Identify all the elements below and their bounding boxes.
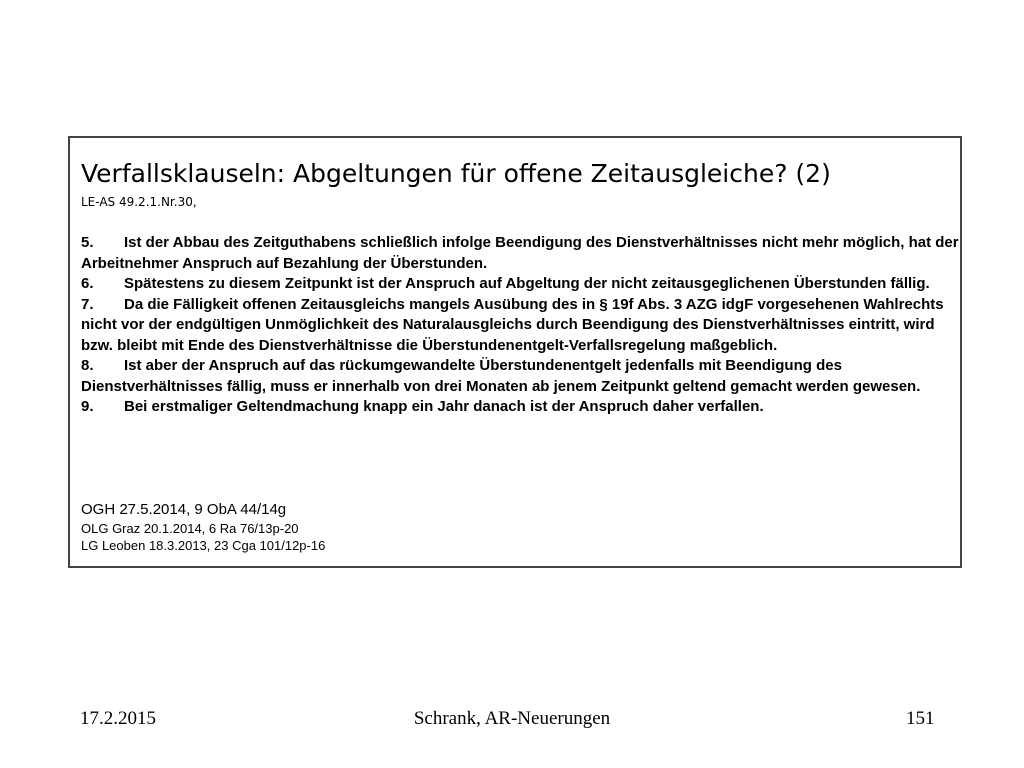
footer-date: 17.2.2015 <box>80 708 156 729</box>
paragraph <box>81 274 961 295</box>
ruling-paragraphs <box>81 233 961 418</box>
supreme-court-citation: OGH 27.5.2014, 9 ObA 44/14g <box>81 501 287 518</box>
legal-reference: LE-AS 49.2.1.Nr.30, <box>81 195 197 209</box>
paragraph-number: 7. <box>81 295 94 313</box>
footer-page-number: 151 <box>906 708 935 729</box>
paragraph <box>81 397 961 418</box>
paragraph-text: Spätestens zu diesem Zeitpunkt ist der Anspruch auf Abgeltung der nicht zeitausgeglichenen Überstunden fällig. <box>124 275 930 292</box>
paragraph-text: Da die Fälligkeit offenen Zeitausgleichs mangels Ausübung des in § 19f Abs. 3 AZG idgF vorgesehenen Wahlrechts nicht vor der endgültigen Unmöglichkeit des Naturalausgleichs durch Beendigung des Dienstverhältnisses eintritt, wird bzw. bleibt mit Ende des Dienstverhältnisse die Überstundenentgelt-Verfallsregelung maßgeblich. <box>81 295 944 354</box>
paragraph <box>81 356 961 397</box>
paragraph <box>81 233 961 274</box>
court-citations <box>81 500 941 554</box>
district-court-citation: LG Leoben 18.3.2013, 23 Cga 101/12p-16 <box>81 538 326 553</box>
slide-title: Verfallsklauseln: Abgeltungen für offene Zeitausgleiche? (2) <box>81 159 831 188</box>
paragraph-text: Ist der Abbau des Zeitguthabens schließlich infolge Beendigung des Dienstverhältnisses nicht mehr möglich, hat der Arbeitnehmer Anspruch auf Bezahlung der Überstunden. <box>81 234 959 272</box>
paragraph-text: Ist aber der Anspruch auf das rückumgewandelte Überstundenentgelt jedenfalls mit Beendigung des Dienstverhältnisses fällig, muss er innerhalb von drei Monaten ab jenem Zeitpunkt geltend gemacht werden gewesen. <box>81 357 921 395</box>
paragraph-text: Bei erstmaliger Geltendmachung knapp ein Jahr danach ist der Anspruch daher verfallen. <box>124 398 764 415</box>
paragraph-number: 5. <box>81 234 94 251</box>
content-box <box>68 136 962 568</box>
appeal-court-citation: OLG Graz 20.1.2014, 6 Ra 76/13p-20 <box>81 521 299 536</box>
paragraph <box>81 295 961 357</box>
paragraph-number: 6. <box>81 275 94 292</box>
paragraph-number: 8. <box>81 357 94 374</box>
footer-author: Schrank, AR-Neuerungen <box>413 708 611 729</box>
paragraph-number: 9. <box>81 398 94 415</box>
